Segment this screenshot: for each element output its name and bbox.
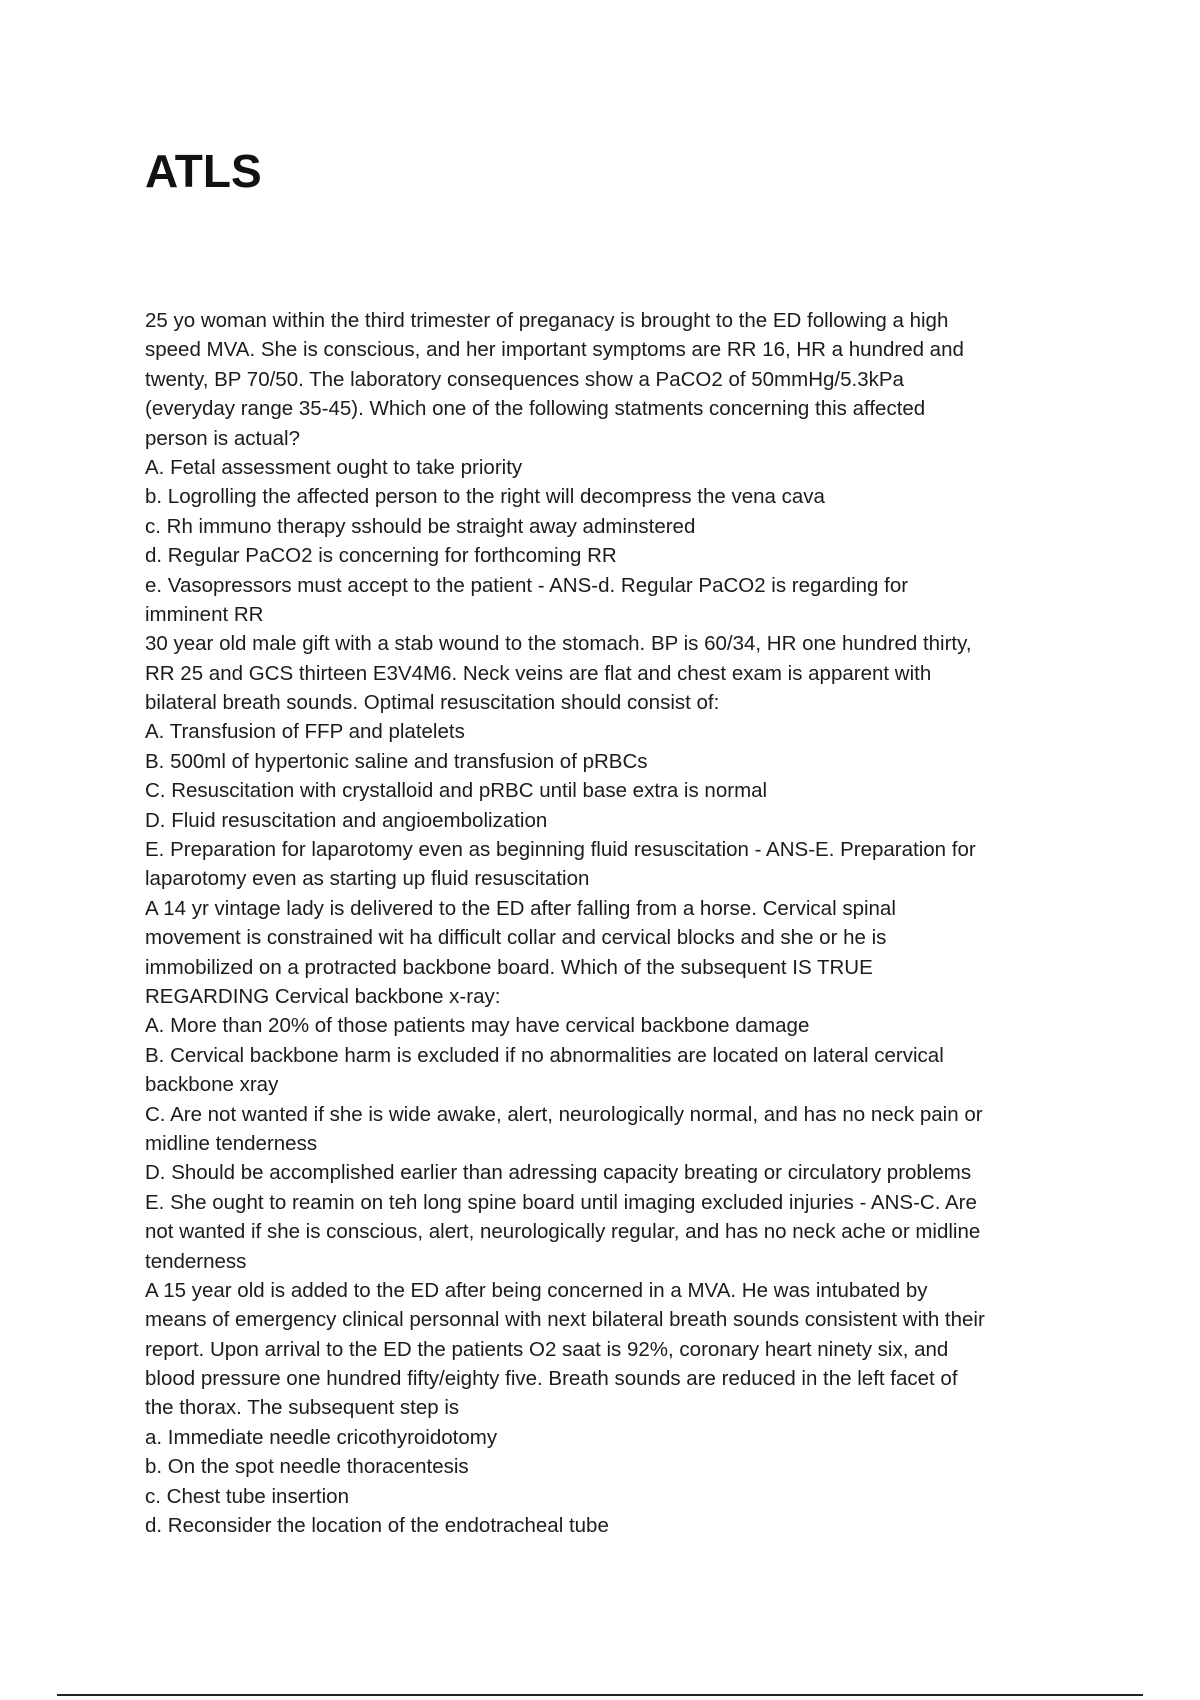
document-body <box>145 306 1065 1540</box>
text-line: 25 yo woman within the third trimester of preganacy is brought to the ED following a high <box>145 309 949 332</box>
text-line: person is actual? <box>145 426 300 450</box>
text-line: immobilized on a protracted backbone board. Which of the subsequent IS TRUE <box>145 955 873 979</box>
text-line: E. Preparation for laparotomy even as beginning fluid resuscitation - ANS-E. Preparation for <box>145 838 976 862</box>
text-line: D. Fluid resuscitation and angioembolization <box>145 808 548 832</box>
text-line: C. Are not wanted if she is wide awake, alert, neurologically normal, and has no neck pain or <box>145 1102 983 1126</box>
text-line: 30 year old male gift with a stab wound to the stomach. BP is 60/34, HR one hundred thirty, <box>145 632 972 656</box>
text-line: C. Resuscitation with crystalloid and pRBC until base extra is normal <box>145 779 768 803</box>
text-line: report. Upon arrival to the ED the patients O2 saat is 92%, coronary heart ninety six, and <box>145 1337 949 1361</box>
text-line: speed MVA. She is conscious, and her important symptoms are RR 16, HR a hundred and <box>145 338 964 362</box>
text-line: B. 500ml of hypertonic saline and transfusion of pRBCs <box>145 749 648 773</box>
text-line: D. Should be accomplished earlier than adressing capacity breating or circulatory problems <box>145 1161 972 1185</box>
text-line: A. Transfusion of FFP and platelets <box>145 720 465 744</box>
document-title: ATLS <box>145 145 262 197</box>
text-line: (everyday range 35-45). Which one of the following statments concerning this affected <box>145 397 926 421</box>
text-line: midline tenderness <box>145 1131 318 1155</box>
text-line: laparotomy even as starting up fluid resuscitation <box>145 867 590 891</box>
text-line: E. She ought to reamin on teh long spine board until imaging excluded injuries - ANS-C. Are <box>145 1190 977 1214</box>
text-line: d. Regular PaCO2 is concerning for forthcoming RR <box>145 544 617 568</box>
text-line: A 14 yr vintage lady is delivered to the ED after falling from a horse. Cervical spinal <box>145 896 896 920</box>
text-line: movement is constrained wit ha difficult collar and cervical blocks and she or he is <box>145 926 887 950</box>
text-line: e. Vasopressors must accept to the patient - ANS-d. Regular PaCO2 is regarding for <box>145 573 909 597</box>
text-line: tenderness <box>145 1249 247 1273</box>
text-line: a. Immediate needle cricothyroidotomy <box>145 1425 498 1449</box>
text-line: A 15 year old is added to the ED after being concerned in a MVA. He was intubated by <box>145 1278 928 1302</box>
text-line: twenty, BP 70/50. The laboratory consequences show a PaCO2 of 50mmHg/5.3kPa <box>145 367 904 391</box>
text-line: c. Chest tube insertion <box>145 1484 349 1508</box>
text-line: means of emergency clinical personnal with next bilateral breath sounds consistent with their <box>145 1308 985 1332</box>
text-line: not wanted if she is conscious, alert, neurologically regular, and has no neck ache or midline <box>145 1220 981 1244</box>
text-line: b. On the spot needle thoracentesis <box>145 1455 469 1479</box>
text-line: blood pressure one hundred fifty/eighty five. Breath sounds are reduced in the left facet of <box>145 1367 958 1391</box>
text-line: B. Cervical backbone harm is excluded if no abnormalities are located on lateral cervical <box>145 1043 944 1067</box>
text-line: backbone xray <box>145 1073 279 1097</box>
text-line: imminent RR <box>145 602 264 626</box>
text-line: A. Fetal assessment ought to take priority <box>145 455 523 479</box>
text-line: A. More than 20% of those patients may have cervical backbone damage <box>145 1014 810 1038</box>
text-line: the thorax. The subsequent step is <box>145 1396 460 1420</box>
text-line: d. Reconsider the location of the endotracheal tube <box>145 1514 609 1538</box>
text-line: b. Logrolling the affected person to the right will decompress the vena cava <box>145 485 825 509</box>
text-line: REGARDING Cervical backbone x-ray: <box>145 984 501 1008</box>
text-line: c. Rh immuno therapy sshould be straight away adminstered <box>145 514 696 538</box>
footer-divider <box>57 1694 1143 1696</box>
text-line: bilateral breath sounds. Optimal resuscitation should consist of: <box>145 691 720 715</box>
text-line: RR 25 and GCS thirteen E3V4M6. Neck veins are flat and chest exam is apparent with <box>145 661 932 685</box>
